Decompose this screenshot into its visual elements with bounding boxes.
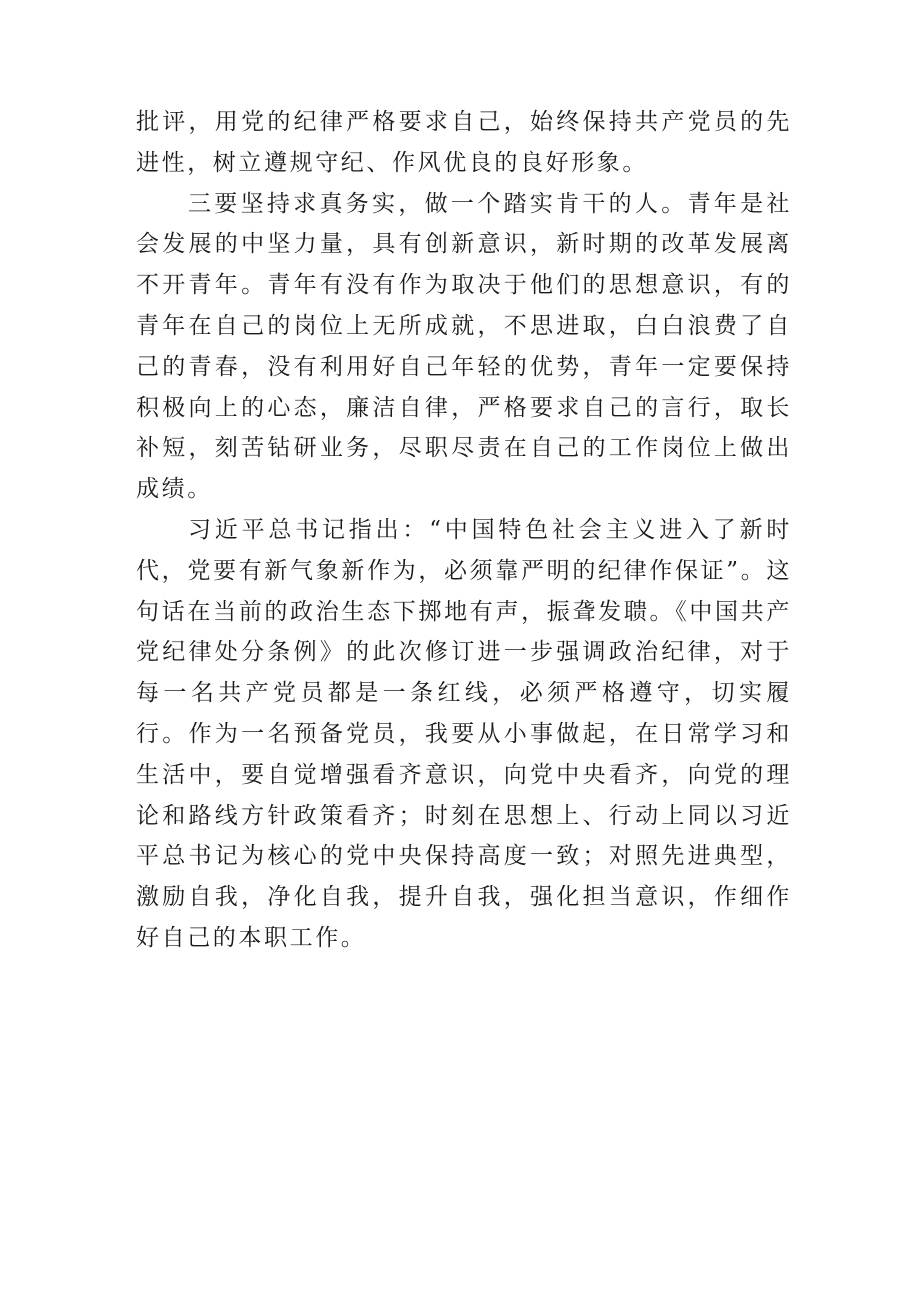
paragraph-2: 三要坚持求真务实，做一个踏实肯干的人。青年是社会发展的中坚力量，具有创新意识，新时期的改革发展离不开青年。青年有没有作为取决于他们的思想意识，有的青年在自己的岗位上无所成就，不思进取，白白浪费了自己的青春，没有利用好自己年轻的优势，青年一定要保持积极向上的心态，廉洁自律，严格要求自己的言行，取长补短，刻苦钻研业务，尽职尽责在自己的工作岗位上做出成绩。	[136, 190, 792, 503]
document-body	[136, 102, 792, 959]
paragraph-1: 批评，用党的纪律严格要求自己，始终保持共产党员的先进性，树立遵规守纪、作风优良的良好形象。	[136, 109, 792, 176]
paragraph-3: 习近平总书记指出：“中国特色社会主义进入了新时代，党要有新气象新作为，必须靠严明的纪律作保证”。这句话在当前的政治生态下掷地有声，振聋发聩。《中国共产党纪律处分条例》的此次修订进一步强调政治纪律，对于每一名共产党员都是一条红线，必须严格遵守，切实履行。作为一名预备党员，我要从小事做起，在日常学习和生活中，要自觉增强看齐意识，向党中央看齐，向党的理论和路线方针政策看齐；时刻在思想上、行动上同以习近平总书记为核心的党中央保持高度一致；对照先进典型，激励自我，净化自我，提升自我，强化担当意识，作细作好自己的本职工作。	[136, 516, 792, 951]
